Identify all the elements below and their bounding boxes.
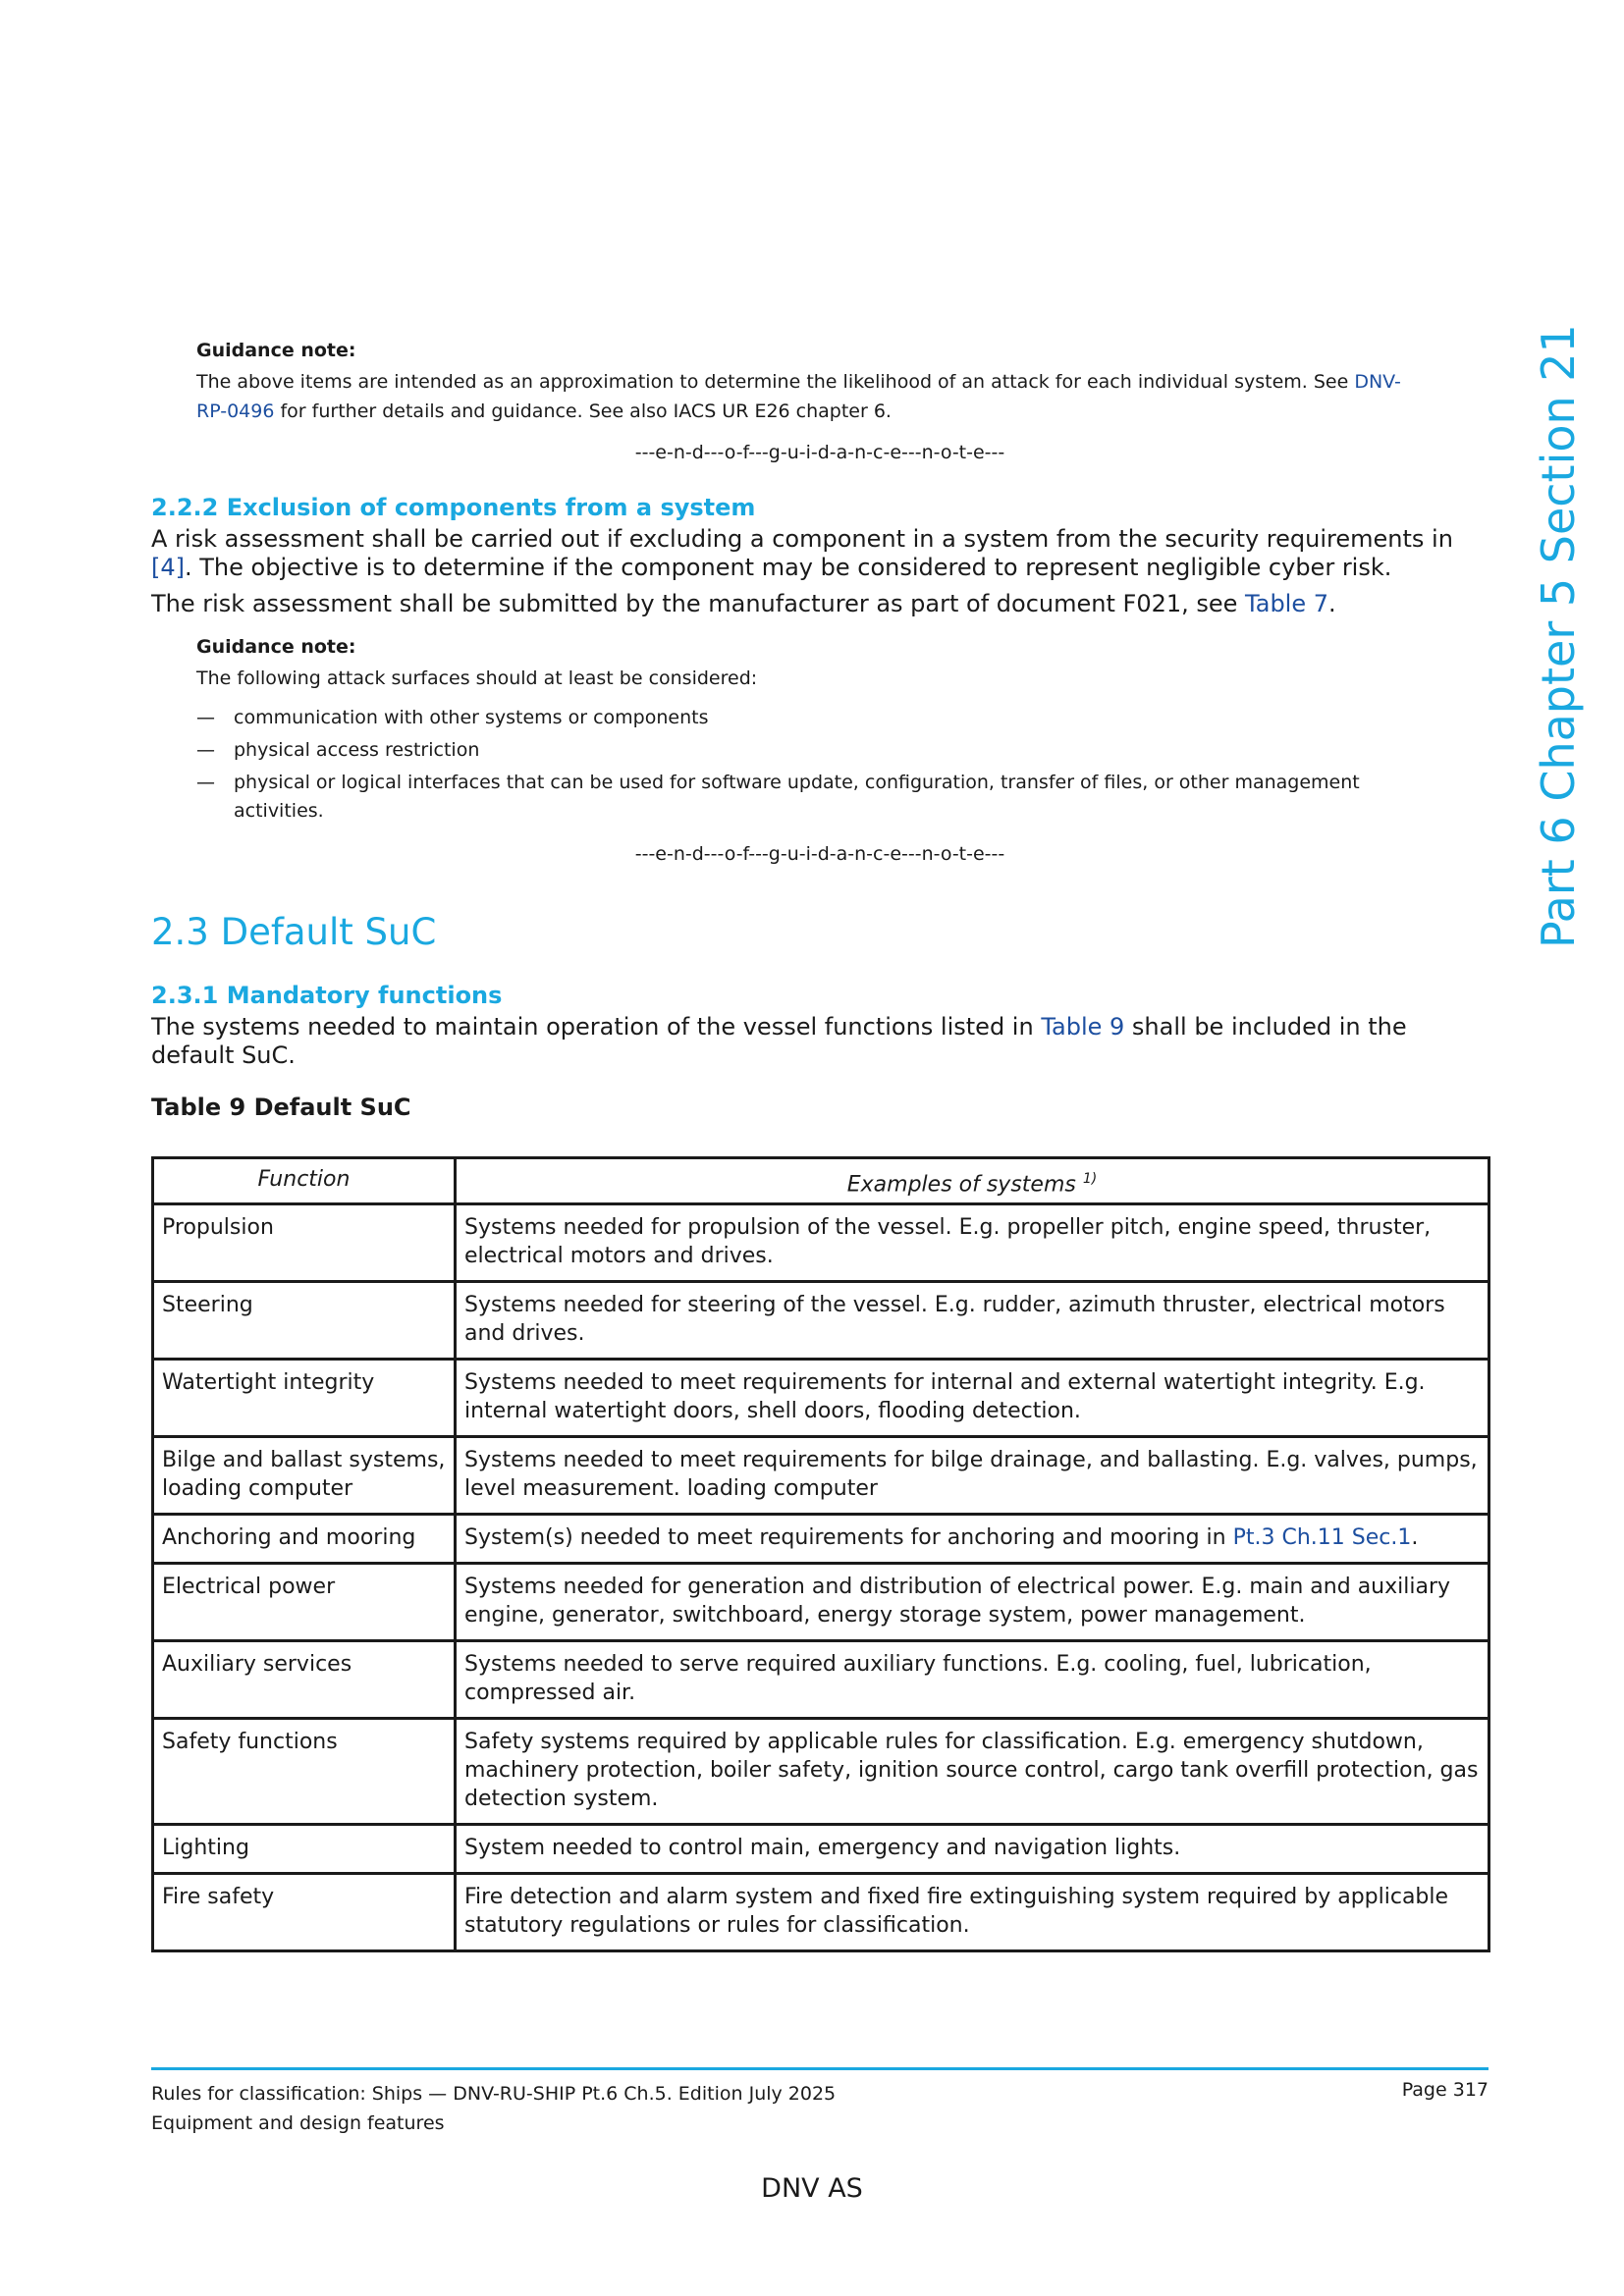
- footnote-marker: 1): [1082, 1171, 1098, 1187]
- list-item-text: physical or logical interfaces that can be used for software update, configuration, transfer of files, or other management activities.: [234, 772, 1360, 822]
- function-cell: Bilge and ballast systems, loading computer: [153, 1437, 456, 1515]
- function-cell: Watertight integrity: [153, 1360, 456, 1437]
- footer-info: [151, 2079, 836, 2138]
- table-row: [153, 1515, 1489, 1564]
- examples-text: .: [1411, 1525, 1419, 1551]
- paragraph-text: .: [1328, 590, 1336, 617]
- paragraph-text: A risk assessment shall be carried out if excluding a component in a system from the security requirements in: [151, 525, 1453, 553]
- examples-cell: Systems needed for steering of the vessel. E.g. rudder, azimuth thruster, electrical motors and drives.: [456, 1282, 1489, 1360]
- guidance-note-title: Guidance note:: [196, 340, 356, 361]
- examples-cell: [456, 1515, 1489, 1564]
- pt3-ch11-sec1-link[interactable]: Pt.3 Ch.11 Sec.1: [1232, 1525, 1412, 1551]
- guidance-note-text: [196, 367, 1414, 426]
- function-cell: Auxiliary services: [153, 1641, 456, 1719]
- examples-cell: Systems needed to meet requirements for bilge drainage, and ballasting. E.g. valves, pumps, level measurement. loading computer: [456, 1437, 1489, 1515]
- page-number: Page 317: [1401, 2079, 1489, 2101]
- header-examples: [456, 1158, 1489, 1204]
- table-caption: Table 9 Default SuC: [151, 1094, 411, 1121]
- paragraph-text: The systems needed to maintain operation of the vessel functions listed in: [151, 1013, 1042, 1041]
- paragraph-text: The risk assessment shall be submitted by the manufacturer as part of document F021, see: [151, 590, 1246, 617]
- end-of-guidance-note: ---e-n-d---o-f---g-u-i-d-a-n-c-e---n-o-t-e---: [634, 442, 1005, 463]
- dash-bullet: —: [196, 772, 215, 793]
- function-cell: Electrical power: [153, 1564, 456, 1641]
- heading-2-2-2: 2.2.2 Exclusion of components from a system: [151, 494, 756, 521]
- heading-2-3-1: 2.3.1 Mandatory functions: [151, 982, 503, 1009]
- examples-cell: Systems needed to meet requirements for internal and external watertight integrity. E.g. internal watertight doors, shell doors, flooding detection.: [456, 1360, 1489, 1437]
- dnv-rp-0496-link[interactable]: DNV-RP-0496: [196, 371, 1401, 422]
- examples-cell: Systems needed for propulsion of the vessel. E.g. propeller pitch, engine speed, thruster, electrical motors and drives.: [456, 1204, 1489, 1282]
- default-suc-table: [151, 1156, 1490, 1952]
- company-name: DNV AS: [761, 2173, 863, 2204]
- paragraph-text: shall be included in the default SuC.: [151, 1013, 1407, 1069]
- function-cell: Steering: [153, 1282, 456, 1360]
- examples-cell: Systems needed for generation and distribution of electrical power. E.g. main and auxiliary engine, generator, switchboard, energy storage system, power management.: [456, 1564, 1489, 1641]
- table-row: [153, 1437, 1489, 1515]
- table-row: [153, 1360, 1489, 1437]
- paragraph-mandatory-functions: [151, 1013, 1467, 1070]
- function-cell: Propulsion: [153, 1204, 456, 1282]
- examples-text: System(s) needed to meet requirements for anchoring and mooring in: [464, 1525, 1233, 1551]
- table-row: [153, 1564, 1489, 1641]
- function-cell: Fire safety: [153, 1874, 456, 1951]
- table-9-link[interactable]: Table 9: [1041, 1013, 1125, 1041]
- table-row: [153, 1282, 1489, 1360]
- dash-bullet: —: [196, 739, 215, 761]
- examples-cell: Fire detection and alarm system and fixed fire extinguishing system required by applicable statutory regulations or rules for classification.: [456, 1874, 1489, 1951]
- dash-bullet: —: [196, 707, 215, 728]
- table-row: [153, 1874, 1489, 1951]
- heading-2-3: 2.3 Default SuC: [151, 911, 437, 953]
- list-item-text: communication with other systems or components: [234, 707, 709, 728]
- table-row: [153, 1641, 1489, 1719]
- function-cell: Lighting: [153, 1825, 456, 1874]
- footer-document-subtitle: Equipment and design features: [151, 2112, 445, 2134]
- paragraph-risk-assessment: [151, 525, 1467, 582]
- table-7-link[interactable]: Table 7: [1245, 590, 1329, 617]
- guidance-text-part: The above items are intended as an approximation to determine the likelihood of an attack for each individual system. See: [196, 371, 1355, 393]
- footer-divider: [151, 2067, 1489, 2070]
- examples-cell: System needed to control main, emergency and navigation lights.: [456, 1825, 1489, 1874]
- side-section-label: Part 6 Chapter 5 Section 21: [1532, 324, 1585, 948]
- header-function: Function: [153, 1158, 456, 1204]
- guidance-note-title: Guidance note:: [196, 636, 356, 658]
- table-row: [153, 1825, 1489, 1874]
- table-row: [153, 1719, 1489, 1825]
- function-cell: Safety functions: [153, 1719, 456, 1825]
- end-of-guidance-note: ---e-n-d---o-f---g-u-i-d-a-n-c-e---n-o-t-e---: [634, 843, 1005, 865]
- examples-cell: Safety systems required by applicable rules for classification. E.g. emergency shutdown, machinery protection, boiler safety, ignition source control, cargo tank overfill protection, gas detection system.: [456, 1719, 1489, 1825]
- paragraph-text: . The objective is to determine if the component may be considered to represent negligible cyber risk.: [185, 554, 1392, 581]
- table-header-row: [153, 1158, 1489, 1204]
- paragraph-risk-submission: [151, 590, 1467, 618]
- function-cell: Anchoring and mooring: [153, 1515, 456, 1564]
- header-examples-text: Examples of systems: [846, 1172, 1076, 1198]
- table-row: [153, 1204, 1489, 1282]
- footer-document-title: Rules for classification: Ships — DNV-RU-SHIP Pt.6 Ch.5. Edition July 2025: [151, 2083, 837, 2105]
- list-item-text: physical access restriction: [234, 739, 480, 761]
- guidance-note-intro: The following attack surfaces should at least be considered:: [196, 667, 758, 689]
- guidance-text-part: for further details and guidance. See also IACS UR E26 chapter 6.: [274, 400, 892, 422]
- reference-4-link[interactable]: [4]: [151, 554, 185, 581]
- examples-cell: Systems needed to serve required auxiliary functions. E.g. cooling, fuel, lubrication, compressed air.: [456, 1641, 1489, 1719]
